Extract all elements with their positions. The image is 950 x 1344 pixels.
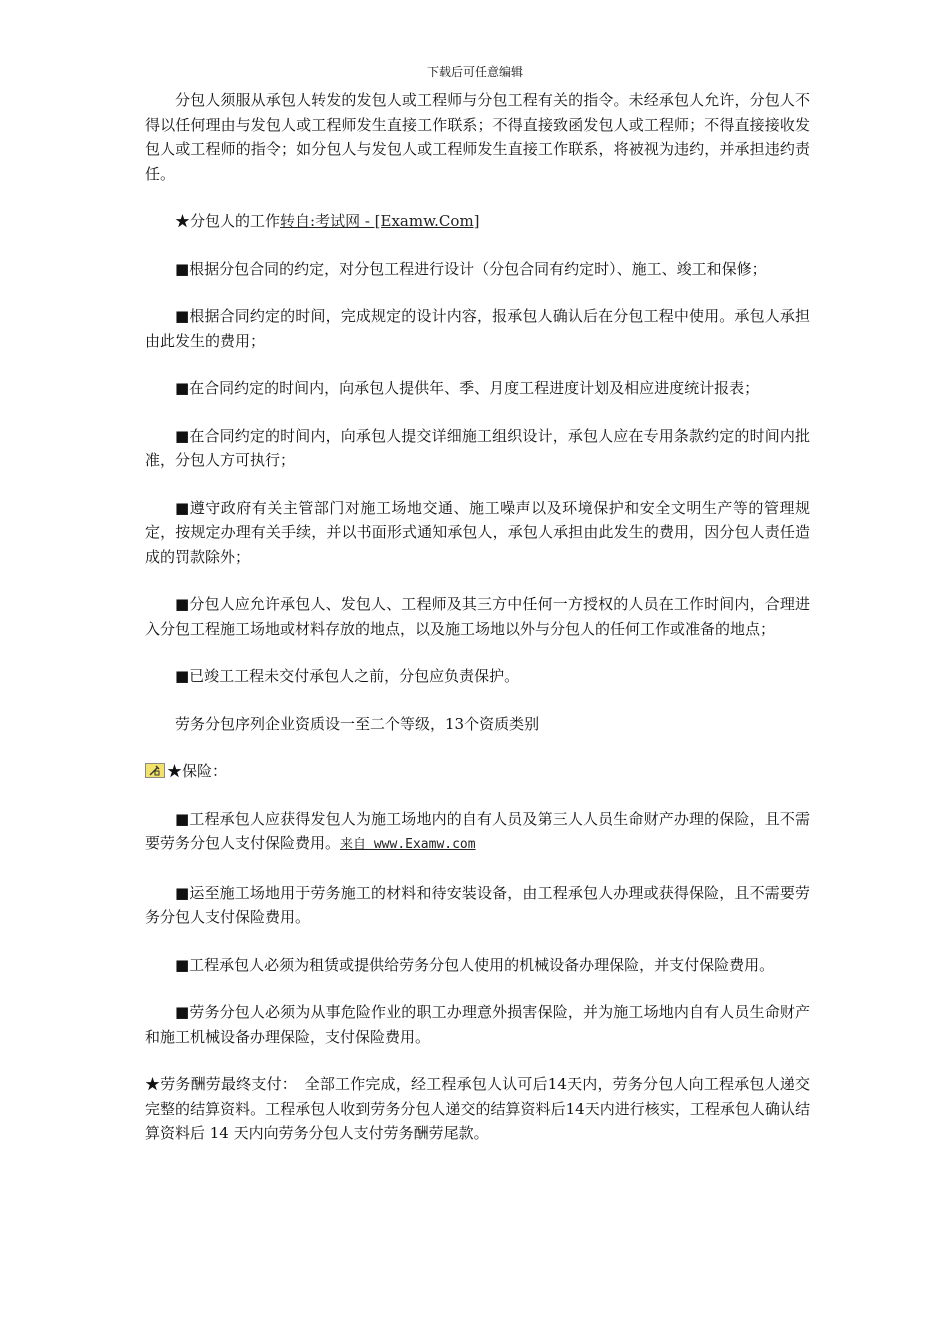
bullet-text: ■工程承包人应获得发包人为施工场地内的自有人员及第三人人员生命财产办理的保险，且不需要劳务分包人支付保险费用。 bbox=[145, 809, 810, 852]
bullet-design-content: ■根据合同约定的时间，完成规定的设计内容，报承包人确认后在分包工程中使用。承包人承担由此发生的费用； bbox=[145, 307, 810, 350]
bullet-government-regulations: ■遵守政府有关主管部门对施工场地交通、施工噪声以及环境保护和安全文明生产等的管理规定，按规定办理有关手续，并以书面形式通知承包人，承包人承担由此发生的费用，因分包人责任造成的罚款除外； bbox=[145, 498, 810, 566]
bullet-progress-plan: ■在合同约定的时间内，向承包人提供年、季、月度工程进度计划及相应进度统计报表； bbox=[175, 379, 760, 397]
bullet-materials-insurance: ■运至施工场地用于劳务施工的材料和待安装设备，由工程承包人办理或获得保险，且不需要劳务分包人支付保险费用。 bbox=[145, 883, 810, 926]
bullet-construction-organization: ■在合同约定的时间内，向承包人提交详细施工组织设计，承包人应在专用条款约定的时间内批准，分包人方可执行； bbox=[145, 426, 810, 469]
bullet-equipment-insurance: ■工程承包人必须为租赁或提供给劳务分包人使用的机械设备办理保险，并支付保险费用。 bbox=[175, 955, 775, 974]
bullet-worker-insurance: ■劳务分包人必须为从事危险作业的职工办理意外损害保险，并为施工场地内自有人员生命财产和施工机械设备办理保险，支付保险费用。 bbox=[145, 1003, 810, 1046]
heading-text: ★分包人的工作 bbox=[175, 212, 281, 230]
heading-text: ★保险： bbox=[167, 762, 228, 780]
document-body bbox=[145, 88, 810, 1169]
paragraph-subcontractor-instructions: 分包人须服从承包人转发的发包人或工程师与分包工程有关的指令。未经承包人允许，分包人不得以任何理由与发包人或工程师发生直接工作联系；不得直接致函发包人或工程师；不得直接接收发包人或工程师的指令；如分包人与发包人或工程师发生直接工作联系，将被视为违约，并承担违约责任。 bbox=[145, 91, 810, 183]
note-icon[interactable] bbox=[145, 763, 165, 778]
source-link-examw-com[interactable]: 来自 www.Examw.com bbox=[340, 837, 476, 852]
source-link-examw[interactable]: 转自:考试网 - [Examw.Com] bbox=[280, 212, 480, 230]
paragraph-qualification-levels: 劳务分包序列企业资质设一至二个等级，13个资质类别 bbox=[175, 714, 540, 733]
bullet-completed-work-protection: ■已竣工工程未交付承包人之前，分包应负责保护。 bbox=[175, 667, 520, 685]
heading-subcontractor-work bbox=[145, 209, 810, 234]
bullet-employer-insurance bbox=[145, 807, 810, 858]
heading-insurance bbox=[145, 759, 810, 784]
bullet-site-access: ■分包人应允许承包人、发包人、工程师及其三方中任何一方授权的人员在工作时间内，合理进入分包工程施工场地或材料存放的地点，以及施工场地以外与分包人的任何工作或准备的地点； bbox=[145, 595, 810, 638]
paragraph-final-payment: ★劳务酬劳最终支付： 全部工作完成，经工程承包人认可后14天内，劳务分包人向工程承包人递交完整的结算资料。工程承包人收到劳务分包人递交的结算资料后14天内进行核实，工程承包人确认结算资料后 14 天内向劳务分包人支付劳务酬劳尾款。 bbox=[145, 1075, 810, 1142]
page-header: 下载后可任意编辑 bbox=[426, 65, 523, 79]
bullet-design-construction: ■根据分包合同的约定，对分包工程进行设计（分包合同有约定时）、施工、竣工和保修； bbox=[175, 259, 767, 278]
